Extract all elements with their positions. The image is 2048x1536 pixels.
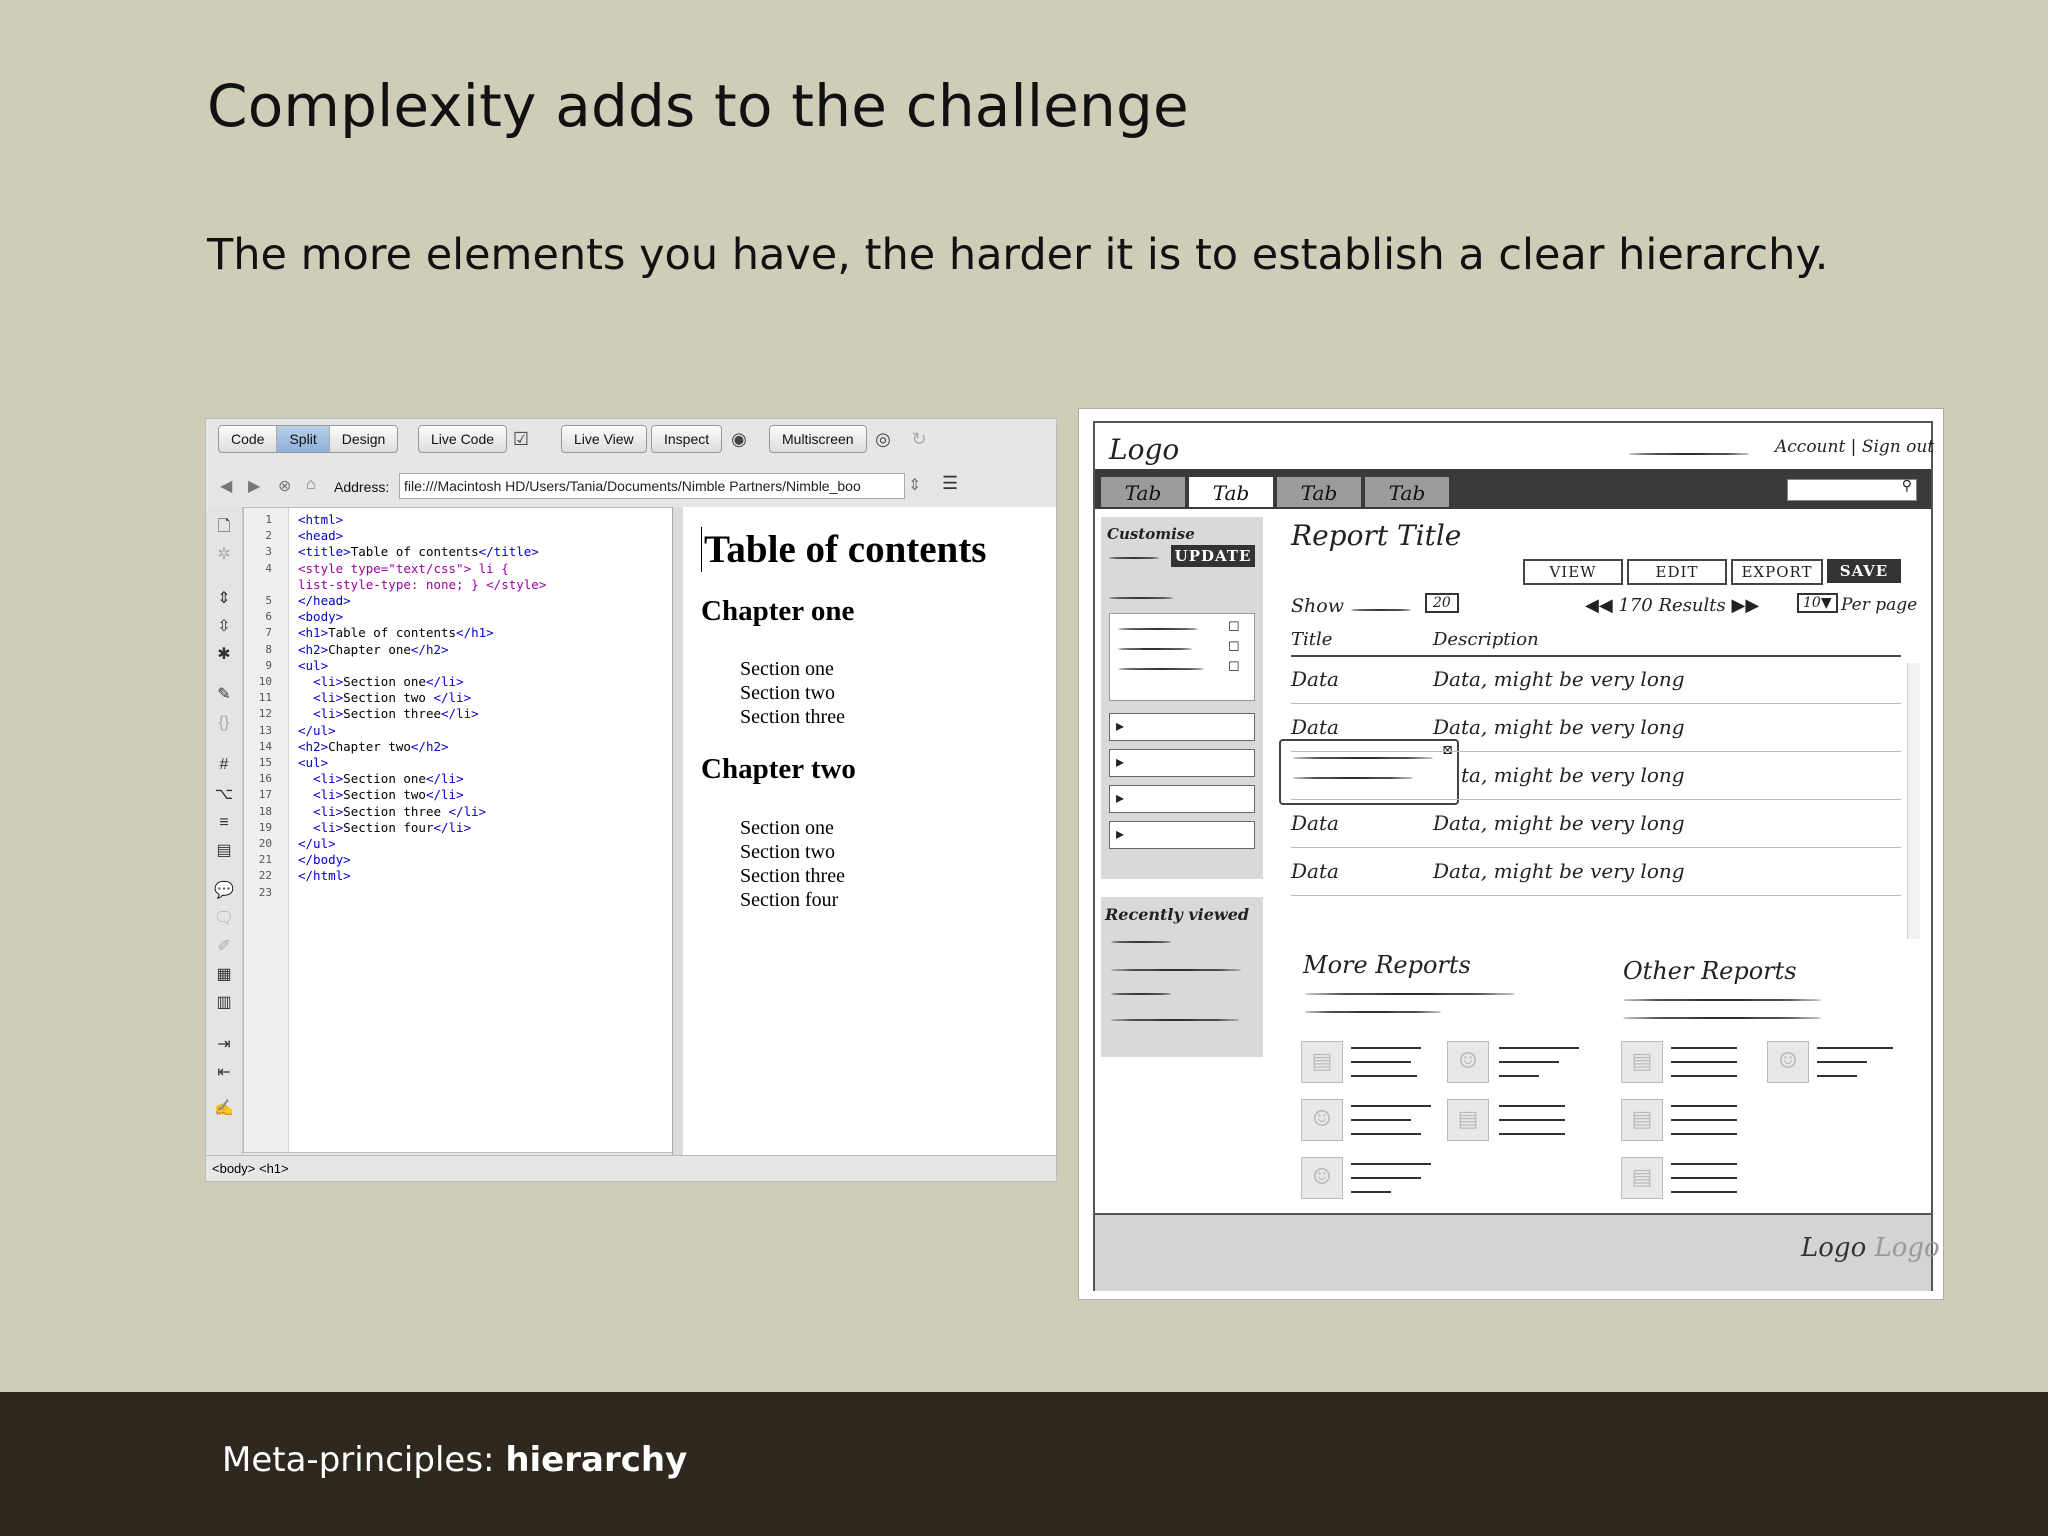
wireframe-tab-active[interactable]: Tab — [1189, 477, 1273, 507]
header-divider — [1291, 655, 1901, 657]
other-reports-scribble — [1623, 1017, 1821, 1019]
line-number: 23 — [258, 885, 272, 899]
footer-caption — [222, 1440, 687, 1480]
indent-icon[interactable]: ⇥ — [217, 1036, 231, 1053]
slide-title: Complexity adds to the challenge — [207, 72, 1189, 140]
select-parent-icon[interactable]: ✎ — [217, 686, 231, 703]
smiley-icon[interactable]: ☺ — [1301, 1099, 1343, 1141]
smiley-icon[interactable]: ☺ — [1301, 1157, 1343, 1199]
wrap-tag-icon[interactable]: ✐ — [217, 938, 231, 955]
line-number: 15 — [258, 756, 272, 769]
report-lines — [1817, 1043, 1893, 1083]
live-code-button[interactable]: Live Code — [431, 431, 495, 447]
outdent-icon[interactable]: ⇤ — [217, 1064, 231, 1081]
code-line[interactable]: <li>Section three</li> — [313, 706, 479, 722]
line-number: 9 — [265, 658, 272, 672]
filter-scribble — [1109, 557, 1159, 559]
more-reports-scribble — [1305, 993, 1515, 995]
preview-eye-icon[interactable]: ◎ — [875, 429, 891, 449]
slide-subtitle: The more elements you have, the harder it is to establish a clear hierarchy. — [207, 230, 1829, 280]
design-chapter-two: Chapter two — [701, 753, 856, 785]
forward-icon[interactable]: ▶ — [248, 478, 261, 495]
export-button[interactable]: EXPORT — [1731, 559, 1823, 585]
design-list-item: Section four — [740, 889, 839, 911]
wireframe-sketch — [1078, 408, 1944, 1300]
balance-braces-icon[interactable]: {} — [218, 714, 230, 731]
live-view-button-wrap — [561, 425, 647, 453]
inspect-button[interactable]: Inspect — [664, 431, 710, 447]
expand-all-icon[interactable]: ✱ — [217, 646, 231, 663]
option-scribble — [1109, 597, 1173, 599]
row-title[interactable]: Data — [1291, 859, 1339, 883]
row-description[interactable]: Data, might be very long — [1433, 667, 1685, 691]
report-lines — [1499, 1043, 1575, 1083]
address-label: Address: — [334, 479, 390, 495]
row-title[interactable]: Data — [1291, 667, 1339, 691]
document-icon[interactable]: ▤ — [1621, 1099, 1663, 1141]
report-lines — [1499, 1101, 1575, 1141]
code-line[interactable]: <li>Section two</li> — [313, 787, 464, 803]
code-line[interactable]: <li>Section four</li> — [313, 819, 472, 835]
multiscreen-button-wrap — [769, 425, 867, 453]
design-view-button[interactable]: Design — [341, 431, 386, 447]
line-number: 1 — [265, 513, 272, 526]
line-number: 18 — [258, 804, 272, 818]
code-line[interactable]: <h2>Chapter one</h2> — [298, 641, 449, 657]
code-line[interactable]: <title>Table of contents</title> — [298, 544, 539, 560]
wireframe-tab[interactable]: Tab — [1277, 477, 1361, 507]
code-line[interactable]: <body> — [298, 609, 344, 625]
wireframe-frame — [1093, 421, 1940, 1291]
report-title: Report Title — [1291, 519, 1462, 552]
multiscreen-button[interactable]: Multiscreen — [782, 431, 854, 447]
option-line — [1118, 648, 1192, 650]
row-divider — [1291, 751, 1901, 752]
report-lines — [1351, 1159, 1427, 1199]
split-view-button[interactable]: Split — [277, 426, 329, 452]
design-list-item: Section three — [740, 865, 845, 887]
code-line[interactable]: <head> — [298, 528, 344, 544]
design-pane[interactable] — [683, 507, 1056, 1155]
coding-toolbar — [206, 507, 243, 1155]
line-number: 5 — [265, 594, 272, 607]
line-number: 22 — [258, 869, 272, 883]
accordion-item[interactable] — [1109, 749, 1255, 777]
document-icon[interactable]: ▤ — [1301, 1041, 1343, 1083]
recent-snippets-icon[interactable]: ▦ — [216, 966, 232, 983]
row-description[interactable]: Data, might be very long — [1433, 811, 1685, 835]
more-reports-scribble — [1305, 1011, 1441, 1013]
save-button[interactable]: SAVE — [1827, 559, 1901, 583]
line-number: 20 — [258, 837, 272, 850]
design-list-item: Section two — [740, 682, 835, 704]
row-title[interactable]: Data — [1291, 811, 1339, 835]
row-divider — [1291, 703, 1901, 704]
highlight-invalid-icon[interactable]: ⌥ — [214, 786, 234, 803]
slide-footer — [0, 1392, 2048, 1536]
wireframe-tab[interactable]: Tab — [1101, 477, 1185, 507]
recently-viewed-label: Recently viewed — [1105, 905, 1250, 924]
back-icon[interactable]: ◀ — [220, 478, 233, 495]
per-page-label: Per page — [1841, 595, 1918, 615]
checkbox-icon[interactable]: ☐ — [1228, 660, 1240, 675]
report-lines — [1351, 1043, 1427, 1083]
live-code-button-wrap — [418, 425, 507, 453]
accordion-item[interactable] — [1109, 713, 1255, 741]
line-number: 14 — [258, 739, 272, 753]
row-divider — [1291, 847, 1901, 848]
syntax-coloring-icon[interactable]: ▤ — [216, 842, 232, 859]
remove-comment-icon[interactable]: 🗨 — [213, 910, 235, 927]
collapse-selection-icon[interactable]: ⇳ — [217, 618, 231, 635]
customise-panel — [1101, 517, 1263, 879]
code-line[interactable]: <ul> — [298, 657, 329, 673]
code-line[interactable]: </ul> — [298, 722, 336, 738]
other-reports-scribble — [1623, 999, 1821, 1001]
design-h1: Table of contents — [701, 527, 986, 572]
view-options-icon[interactable]: ☰ — [942, 473, 959, 493]
view-button[interactable]: VIEW — [1523, 559, 1623, 585]
code-line[interactable]: <li>Section one</li> — [313, 674, 464, 689]
document-icon[interactable]: ▤ — [1621, 1041, 1663, 1083]
hover-popup — [1279, 739, 1459, 805]
option-line — [1118, 668, 1204, 670]
smiley-icon[interactable]: ☺ — [1447, 1041, 1489, 1083]
row-title[interactable]: Data — [1291, 715, 1339, 739]
code-line[interactable]: <style type="text/css"> li { — [298, 560, 509, 576]
checkbox-icon[interactable]: ☐ — [1228, 640, 1240, 655]
wireframe-logo: Logo — [1109, 433, 1180, 466]
move-css-icon[interactable]: ▥ — [216, 994, 232, 1011]
design-list-item: Section two — [740, 841, 835, 863]
column-header-title[interactable]: Title — [1291, 629, 1333, 650]
stop-icon[interactable]: ⊗ — [278, 478, 292, 495]
accordion-item[interactable] — [1109, 785, 1255, 813]
code-line[interactable]: <h1>Table of contents</h1> — [298, 625, 494, 641]
row-divider — [1291, 895, 1901, 896]
code-line[interactable]: </ul> — [298, 836, 336, 851]
document-icon[interactable]: ▤ — [1447, 1099, 1489, 1141]
accordion-item[interactable] — [1109, 821, 1255, 849]
wireframe-tab-bar — [1095, 469, 1931, 509]
code-line[interactable]: list-style-type: none; } </style> — [298, 576, 547, 592]
code-view-button[interactable]: Code — [219, 426, 277, 452]
collapse-tag-icon[interactable]: ⇕ — [217, 590, 231, 607]
open-documents-icon[interactable]: 🗋 — [217, 518, 231, 535]
line-number: 3 — [265, 545, 272, 559]
code-line[interactable]: <ul> — [298, 755, 329, 770]
search-icon: ⚲ — [1901, 478, 1912, 494]
address-bar — [206, 467, 1056, 508]
code-line[interactable]: <li>Section three </li> — [313, 803, 487, 819]
code-line[interactable]: <li>Section one</li> — [313, 771, 464, 787]
recent-link — [1111, 1019, 1239, 1021]
show-count-select[interactable]: 20 — [1425, 593, 1459, 613]
settings-icon[interactable]: ✲ — [217, 546, 231, 563]
line-number: 12 — [258, 707, 272, 721]
row-divider — [1291, 799, 1901, 800]
line-number: 13 — [258, 723, 272, 737]
line-number: 4 — [265, 561, 272, 575]
dreamweaver-screenshot — [205, 418, 1057, 1182]
row-description[interactable]: Data, might be very long — [1433, 859, 1685, 883]
design-list-item: Section three — [740, 706, 845, 728]
design-chapter-one: Chapter one — [701, 595, 855, 627]
customise-label: Customise — [1107, 525, 1195, 543]
code-line[interactable]: <h2>Chapter two</h2> — [298, 738, 449, 754]
footer-logo-secondary: Logo — [1874, 1233, 1940, 1263]
report-lines — [1671, 1159, 1747, 1199]
row-description[interactable]: ta, might be very long — [1461, 763, 1685, 787]
address-field[interactable]: file:///Macintosh HD/Users/Tania/Documents/Nimble Partners/Nimble_boo — [399, 473, 905, 499]
wireframe-search-input[interactable] — [1787, 479, 1917, 501]
document-toolbar — [206, 419, 1056, 467]
account-signout-links[interactable]: Account | Sign out — [1775, 437, 1935, 457]
show-scribble — [1351, 609, 1411, 611]
report-lines — [1351, 1101, 1427, 1141]
footer-logo-primary: Logo — [1801, 1233, 1867, 1263]
code-line[interactable]: </head> — [298, 593, 351, 608]
wireframe-footer — [1095, 1213, 1940, 1291]
option-list[interactable] — [1109, 613, 1255, 701]
document-icon[interactable]: ▤ — [1621, 1157, 1663, 1199]
option-line — [1118, 628, 1198, 630]
per-page-select[interactable]: 10▼ — [1797, 593, 1838, 613]
username-scribble — [1629, 453, 1749, 455]
inspect-button-wrap — [651, 425, 722, 453]
view-switcher — [218, 425, 398, 453]
refresh-icon[interactable]: ↻ — [911, 429, 927, 449]
more-reports-heading: More Reports — [1303, 951, 1471, 979]
validate-icon[interactable]: ☑ — [512, 429, 530, 449]
line-number: 21 — [258, 853, 272, 867]
code-pane[interactable] — [243, 507, 677, 1153]
column-header-description[interactable]: Description — [1433, 629, 1539, 650]
code-line[interactable]: </html> — [298, 868, 351, 884]
code-line[interactable]: </body> — [298, 852, 351, 868]
other-reports-heading: Other Reports — [1623, 957, 1797, 985]
design-list-item: Section one — [740, 817, 834, 839]
live-view-button[interactable]: Live View — [574, 431, 634, 447]
checkbox-icon[interactable]: ☐ — [1228, 620, 1240, 635]
recently-viewed-panel — [1101, 897, 1263, 1057]
apply-comment-icon[interactable]: 💬 — [214, 882, 234, 899]
word-wrap-icon[interactable]: ≡ — [219, 814, 229, 831]
recent-link — [1111, 993, 1171, 995]
globe-icon[interactable]: ◉ — [731, 429, 747, 449]
design-list-item: Section one — [740, 658, 834, 680]
line-number: 16 — [258, 772, 272, 786]
line-number: 6 — [265, 610, 272, 624]
home-icon[interactable]: ⌂ — [306, 476, 316, 493]
popup-line — [1293, 757, 1433, 759]
wireframe-tab[interactable]: Tab — [1365, 477, 1449, 507]
footer-prefix: Meta-principles: — [222, 1440, 506, 1480]
report-lines — [1671, 1101, 1747, 1141]
address-stepper-icon[interactable]: ⇕ — [908, 477, 922, 494]
format-source-icon[interactable]: ✍ — [214, 1100, 234, 1117]
tag-selector-status[interactable]: <body> <h1> — [206, 1155, 1057, 1182]
line-numbers-icon[interactable]: # — [219, 756, 229, 773]
edit-button[interactable]: EDIT — [1627, 559, 1727, 585]
recent-link — [1111, 969, 1241, 971]
close-icon[interactable]: ⊠ — [1442, 743, 1453, 758]
line-number: 7 — [265, 626, 272, 640]
row-description[interactable]: Data, might be very long — [1433, 715, 1685, 739]
smiley-icon[interactable]: ☺ — [1767, 1041, 1809, 1083]
line-number: 10 — [258, 675, 272, 688]
code-line[interactable]: <html> — [298, 512, 344, 527]
footer-topic: hierarchy — [505, 1440, 688, 1480]
line-number: 17 — [258, 788, 272, 802]
update-button[interactable]: UPDATE — [1171, 545, 1255, 567]
footer-logos — [1801, 1233, 1940, 1263]
results-pager[interactable]: ◀◀ 170 Results ▶▶ — [1585, 595, 1760, 616]
line-number: 2 — [265, 529, 272, 543]
popup-line — [1293, 777, 1413, 779]
line-number: 11 — [258, 691, 272, 705]
report-lines — [1671, 1043, 1747, 1083]
show-label: Show — [1291, 595, 1344, 617]
line-number: 19 — [258, 820, 272, 834]
line-number: 8 — [265, 642, 272, 656]
code-line[interactable]: <li>Section two </li> — [313, 690, 472, 706]
recent-link — [1111, 941, 1171, 943]
table-scrollbar[interactable] — [1907, 663, 1920, 939]
